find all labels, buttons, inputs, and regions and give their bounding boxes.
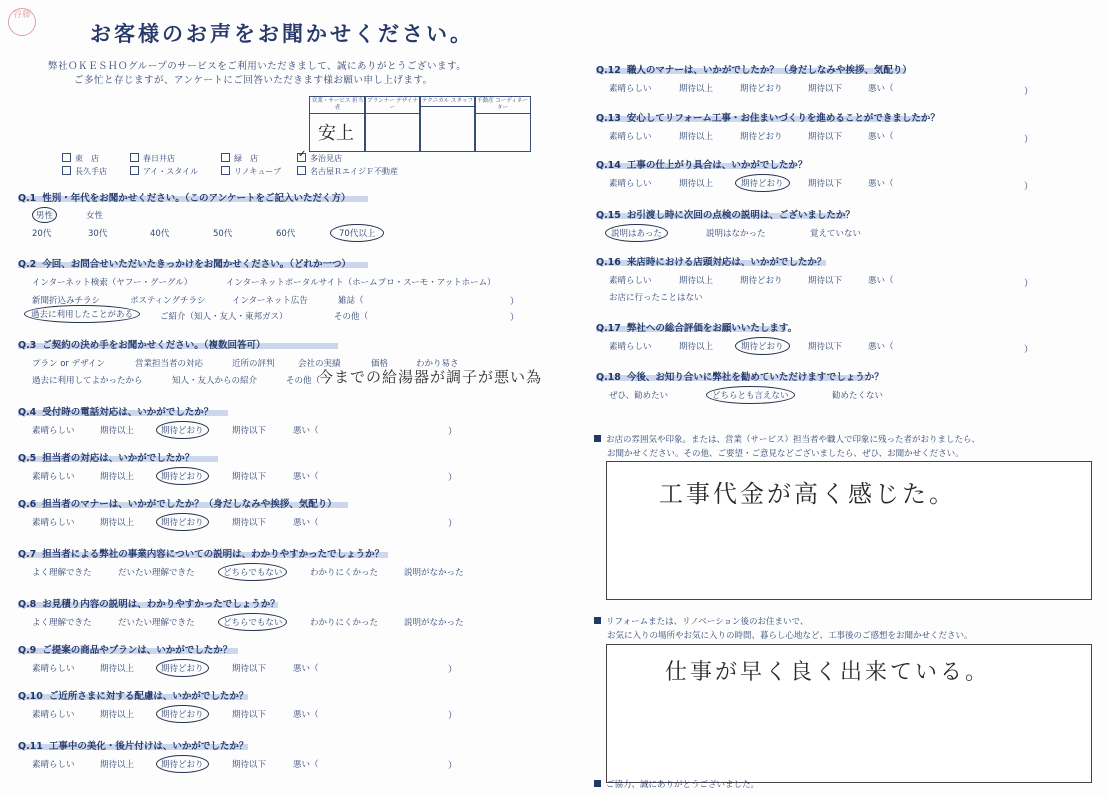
shop-option[interactable] [62, 153, 99, 164]
close-paren: ） [510, 313, 520, 323]
q15-option-selected[interactable]: 説明はあった [605, 224, 668, 242]
q1-age[interactable]: 40代 [150, 229, 170, 239]
comment1-prompt-line2: お聞かせください。その他、ご要望・ご意見などございましたら、ぜひ、お聞かせください。 [607, 449, 964, 459]
q11-option[interactable]: 期待以下 [232, 760, 267, 770]
q9-option[interactable]: 素晴らしい [32, 664, 75, 674]
q6-option[interactable]: 素晴らしい [32, 518, 75, 528]
q17-option[interactable]: 期待以下 [808, 342, 843, 352]
staff-sales-value: 安上 [318, 123, 354, 144]
staff-header-realestate: 不動産 コーディネーター [475, 97, 530, 114]
q4-option[interactable]: 期待以下 [232, 426, 267, 436]
shop-label: 緑 店 [234, 154, 258, 163]
q3-heading: Q.3 ご契約の決め手をお聞かせください。（複数回答可） [18, 340, 266, 351]
q7-option[interactable]: 説明がなかった [404, 568, 464, 578]
close-paren: ） [1024, 279, 1034, 289]
q2-option[interactable]: インターネット広告 [232, 296, 308, 306]
q2-option-magazine[interactable]: 雑誌（ [338, 296, 364, 306]
shop-option[interactable] [221, 166, 281, 177]
q13-option[interactable]: 期待以下 [808, 132, 843, 142]
q18-option[interactable]: 勧めたくない [832, 391, 884, 401]
q3-option[interactable]: プラン or デザイン [32, 359, 106, 369]
q6-option-selected[interactable]: 期待どおり [156, 513, 209, 531]
q13-option[interactable]: 期待以上 [679, 132, 714, 142]
q1-age[interactable]: 50代 [213, 229, 233, 239]
q10-heading: Q.10 ご近所さまに対する配慮は、いかがでしたか？ [18, 691, 249, 702]
comment2-answer: 仕事が早く良く出来ている。 [665, 660, 991, 685]
shop-label: 多治見店 [310, 154, 342, 163]
staff-header-technical: テクニカル スタッフ [420, 97, 475, 107]
close-paren: ） [448, 427, 458, 437]
q16-option[interactable]: 期待以上 [679, 276, 714, 286]
square-bullet-icon [594, 780, 601, 787]
q9-option[interactable]: 悪い（ [293, 664, 319, 674]
q1-age-selected[interactable]: 70代以上 [330, 224, 384, 242]
q10-option[interactable]: 期待以下 [232, 710, 267, 720]
q5-option[interactable]: 期待以下 [232, 472, 267, 482]
close-paren: ） [448, 761, 458, 771]
q2-option-selected[interactable]: 過去に利用したことがある [24, 305, 140, 323]
q9-option-selected[interactable]: 期待どおり [156, 659, 209, 677]
shop-label: 名古屋ＲエイジＦ不動産 [310, 167, 398, 176]
shop-label: アイ・スタイル [143, 167, 199, 176]
close-paren: ） [1024, 135, 1034, 145]
comment1-prompt-line1: お店の雰囲気や印象。または、営業（サービス）担当者や職人で印象に残った者がおりましたら、 [594, 433, 980, 445]
q11-option[interactable]: 悪い（ [293, 760, 319, 770]
q16-option-extra[interactable]: お店に行ったことはない [609, 293, 703, 303]
square-bullet-icon [594, 617, 601, 624]
q3-option[interactable]: 会社の実績 [298, 359, 341, 369]
q17-option-selected[interactable]: 期待どおり [735, 337, 790, 355]
q2-option-other[interactable]: その他（ [334, 312, 369, 322]
close-paren: ） [448, 665, 458, 675]
intro-line-2: ご多忙と存じますが、アンケートにご回答いただきます様お願い申し上げます。 [74, 75, 433, 86]
q5-option[interactable]: 期待以上 [100, 472, 135, 482]
q4-option[interactable]: 悪い（ [293, 426, 319, 436]
q1-heading: Q.1 性別・年代をお聞かせください。（このアンケートをご記入いただく方） [18, 193, 351, 204]
q3-option-other[interactable]: その他（ [286, 376, 321, 386]
q17-option[interactable]: 悪い（ [868, 342, 894, 352]
checkbox-icon [221, 153, 230, 162]
q8-option[interactable]: わかりにくかった [310, 618, 379, 628]
q1-gender-male-selected[interactable]: 男性 [32, 207, 57, 223]
q8-heading: Q.8 お見積り内容の説明は、わかりやすかったでしょうか？ [18, 599, 280, 610]
q9-heading: Q.9 ご提案の商品やプランは、いかがでしたか？ [18, 645, 233, 656]
q12-option[interactable]: 期待以下 [808, 84, 843, 94]
shop-option[interactable] [130, 153, 175, 164]
q4-option[interactable]: 期待以上 [100, 426, 135, 436]
q2-option[interactable]: インターネットポータルサイト（ホームプロ・スーモ・アットホーム） [226, 278, 496, 288]
checkbox-icon [221, 166, 230, 175]
q8-option[interactable]: 説明がなかった [404, 618, 464, 628]
q16-option[interactable]: 悪い（ [868, 276, 894, 286]
close-paren: ） [1024, 182, 1034, 192]
comment2-answer-box[interactable] [606, 644, 1092, 783]
q4-option-selected[interactable]: 期待どおり [156, 421, 209, 439]
q13-option[interactable]: 素晴らしい [609, 132, 652, 142]
q1-gender-female[interactable]: 女性 [86, 211, 104, 221]
comment2-prompt-line2: お気に入りの場所やお気に入りの時間、暮らし心地など、工事後のご感想をお聞かせください。 [607, 631, 973, 641]
q16-option[interactable]: 期待どおり [740, 276, 783, 286]
q17-heading: Q.17 弊社への総合評価をお願いいたします。 [596, 323, 798, 334]
close-paren: ） [510, 297, 520, 307]
thanks-note: ご協力、誠にありがとうございました。 [594, 778, 759, 790]
q16-option[interactable]: 期待以下 [808, 276, 843, 286]
q13-heading: Q.13 安心してリフォーム工事・お住まいづくりを進めることができましたか？ [596, 113, 940, 124]
q8-option[interactable]: だいたい理解できた [118, 618, 195, 628]
checkbox-icon [297, 166, 306, 175]
q18-heading: Q.18 今後、お知り合いに弊社を勧めていただけますでしょうか？ [596, 372, 884, 383]
square-bullet-icon [594, 435, 601, 442]
q10-option[interactable]: 期待以上 [100, 710, 135, 720]
staff-cell-sales[interactable] [309, 96, 366, 152]
q3-option[interactable]: わかり易さ [416, 359, 459, 369]
q4-heading: Q.4 受付時の電話対応は、いかがでしたか？ [18, 407, 214, 418]
q17-option[interactable]: 素晴らしい [609, 342, 652, 352]
q5-option[interactable]: 素晴らしい [32, 472, 75, 482]
q3-handwritten-answer: 今までの給湯器が調子が悪い為 [318, 368, 543, 386]
q3-option[interactable]: 価格 [371, 359, 389, 369]
checkbox-icon [62, 166, 71, 175]
close-paren: ） [448, 711, 458, 721]
staff-cell-planner[interactable] [364, 96, 421, 152]
q13-option[interactable]: 期待どおり [740, 132, 783, 142]
q12-option[interactable]: 期待以上 [679, 84, 714, 94]
checkbox-icon [130, 153, 139, 162]
q11-option[interactable]: 期待以上 [100, 760, 135, 770]
q7-option-selected[interactable]: どちらでもない [218, 563, 287, 581]
q6-option[interactable]: 悪い（ [293, 518, 319, 528]
q13-option[interactable]: 悪い（ [868, 132, 894, 142]
close-paren: ） [1024, 345, 1034, 355]
q12-heading: Q.12 職人のマナーは、いかがでしたか？（身だしなみや挨拶、気配り） [596, 65, 912, 76]
q1-age[interactable]: 20代 [32, 229, 52, 239]
q18-option-selected[interactable]: どちらとも言えない [706, 386, 795, 404]
close-paren: ） [1024, 87, 1034, 97]
staff-cell-realestate[interactable] [474, 96, 531, 152]
q15-heading: Q.15 お引渡し時に次回の点検の説明は、ございましたか？ [596, 210, 855, 221]
checkbox-icon [130, 166, 139, 175]
shop-label: リノキューブ [234, 167, 281, 176]
q12-option[interactable]: 素晴らしい [609, 84, 652, 94]
shop-option[interactable] [130, 166, 198, 177]
checkbox-icon [62, 153, 71, 162]
q17-option[interactable]: 期待以上 [679, 342, 714, 352]
q1-age[interactable]: 30代 [88, 229, 108, 239]
q2-option[interactable]: ポスティングチラシ [130, 296, 206, 306]
q14-option[interactable]: 悪い（ [868, 179, 894, 189]
q14-option[interactable]: 期待以下 [808, 179, 843, 189]
close-paren: ） [448, 519, 458, 529]
q7-option[interactable]: だいたい理解できた [118, 568, 195, 578]
shop-option[interactable] [62, 166, 107, 177]
q5-option[interactable]: 悪い（ [293, 472, 319, 482]
comment1-answer-box[interactable] [606, 461, 1092, 600]
q16-option[interactable]: 素晴らしい [609, 276, 652, 286]
shop-label: 春日井店 [143, 154, 175, 163]
shop-label: 長久手店 [75, 167, 107, 176]
q3-option[interactable]: 知人・友人からの紹介 [172, 376, 258, 386]
company-seal: 谷藤 [8, 8, 36, 36]
q1-age[interactable]: 60代 [276, 229, 296, 239]
q9-option[interactable]: 期待以下 [232, 664, 267, 674]
q11-option-selected[interactable]: 期待どおり [156, 755, 209, 773]
q10-option[interactable]: 悪い（ [293, 710, 319, 720]
comment1-answer: 工事代金が高く感じた。 [659, 480, 956, 508]
shop-option-checked[interactable] [297, 149, 342, 164]
q5-option-selected[interactable]: 期待どおり [156, 467, 209, 485]
q10-option[interactable]: 素晴らしい [32, 710, 75, 720]
staff-cell-technical[interactable] [419, 96, 476, 152]
q11-heading: Q.11 工事中の美化・後片付けは、いかがでしたか？ [18, 741, 249, 752]
shop-option[interactable] [221, 153, 258, 164]
q6-option[interactable]: 期待以上 [100, 518, 135, 528]
q15-option[interactable]: 覚えていない [810, 229, 862, 239]
q2-heading: Q.2 今回、お問合せいただいたきっかけをお聞かせください。（どれか一つ） [18, 259, 352, 270]
q18-option[interactable]: ぜひ、勧めたい [609, 391, 669, 401]
q14-option[interactable]: 期待以上 [679, 179, 714, 189]
q6-heading: Q.6 担当者のマナーは、いかがでしたか？（身だしなみや挨拶、気配り） [18, 499, 337, 510]
intro-line-1: 弊社ＯＫＥＳＨＯグループのサービスをご利用いただきまして、誠にありがとうございます。 [48, 61, 467, 72]
q12-option[interactable]: 期待どおり [740, 84, 783, 94]
q6-option[interactable]: 期待以下 [232, 518, 267, 528]
q3-option[interactable]: 営業担当者の対応 [135, 359, 204, 369]
q3-option[interactable]: 近所の評判 [232, 359, 275, 369]
q8-option-selected[interactable]: どちらでもない [218, 613, 287, 631]
staff-header-sales: 営業・サービス 担当者 [310, 97, 365, 114]
q7-option[interactable]: わかりにくかった [310, 568, 379, 578]
q11-option[interactable]: 素晴らしい [32, 760, 75, 770]
staff-header-planner: プランナー デザイナー [365, 97, 420, 114]
comment2-prompt-line1: リフォームまたは、リノベーション後のお住まいで、 [594, 615, 808, 627]
q3-option[interactable]: 過去に利用してよかったから [32, 376, 143, 386]
q14-option[interactable]: 素晴らしい [609, 179, 652, 189]
q14-option-selected[interactable]: 期待どおり [735, 174, 790, 192]
q8-option[interactable]: よく理解できた [32, 618, 92, 628]
q2-option[interactable]: ご紹介（知人・友人・東邦ガス） [160, 312, 288, 322]
q14-heading: Q.14 工事の仕上がり具合は、いかがでしたか？ [596, 160, 808, 171]
shop-option[interactable] [297, 166, 398, 177]
q7-option[interactable]: よく理解できた [32, 568, 92, 578]
q12-option[interactable]: 悪い（ [868, 84, 894, 94]
q15-option[interactable]: 説明はなかった [706, 229, 766, 239]
page-title: お客様のお声をお聞かせください。 [90, 22, 474, 46]
q9-option[interactable]: 期待以上 [100, 664, 135, 674]
q10-option-selected[interactable]: 期待どおり [156, 705, 209, 723]
close-paren: ） [448, 473, 458, 483]
q7-heading: Q.7 担当者による弊社の事業内容についての説明は、わかりやすかったでしょうか？ [18, 549, 385, 560]
q16-heading: Q.16 来店時における店頭対応は、いかがでしたか？ [596, 257, 827, 268]
checked-checkbox-icon: ✓ [298, 149, 307, 160]
q5-heading: Q.5 担当者の対応は、いかがでしたか？ [18, 453, 195, 464]
q2-option[interactable]: インターネット検索（ヤフー・グーグル） [32, 278, 193, 288]
q2-option[interactable]: 新聞折込みチラシ [32, 296, 101, 306]
shop-label: 東 店 [75, 154, 99, 163]
q4-option[interactable]: 素晴らしい [32, 426, 75, 436]
